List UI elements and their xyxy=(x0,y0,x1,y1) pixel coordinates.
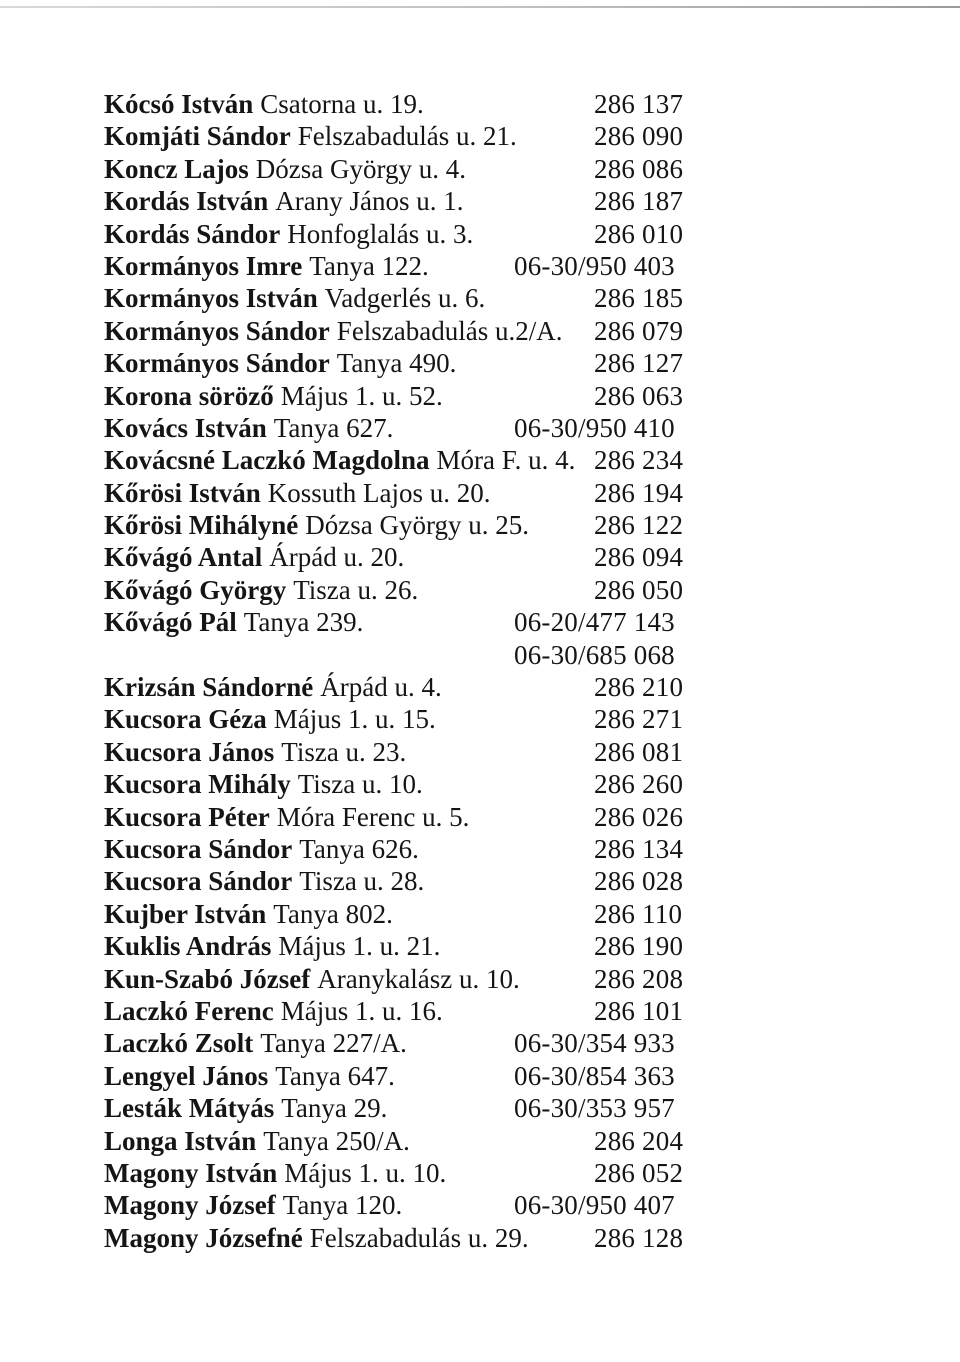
entry-phone: 286 086 xyxy=(594,153,684,184)
entry-address: Tisza u. 28. xyxy=(299,866,425,897)
entry-name: Kormányos Sándor xyxy=(104,348,330,379)
entry-address: Tisza u. 26. xyxy=(293,574,419,605)
directory-row xyxy=(104,347,724,379)
entry-phone: 286 134 xyxy=(594,833,684,864)
entry-text xyxy=(104,671,442,703)
entry-phone: 286 028 xyxy=(594,866,684,897)
directory-row xyxy=(104,412,724,444)
directory-row xyxy=(104,477,724,509)
directory-row xyxy=(104,1060,724,1092)
entry-text xyxy=(104,703,436,735)
entry-name: Kujber István xyxy=(104,898,267,929)
entry-phone: 286 190 xyxy=(594,931,684,962)
entry-text xyxy=(104,833,419,865)
entry-name: Lesták Mátyás xyxy=(104,1093,275,1124)
entry-address: Aranykalász u. 10. xyxy=(317,963,520,994)
entry-address: Vadgerlés u. 6. xyxy=(324,283,486,314)
entry-text xyxy=(104,930,440,962)
entry-address: Tanya 626. xyxy=(299,833,419,864)
directory-row xyxy=(104,801,724,833)
entry-text xyxy=(104,865,424,897)
entry-name: Kőrösi Mihályné xyxy=(104,510,299,541)
entry-name: Kővágó Antal xyxy=(104,542,263,573)
entry-address: Árpád u. 4. xyxy=(320,672,442,703)
directory-row xyxy=(104,930,724,962)
entry-address: Móra F. u. 4. xyxy=(436,445,576,476)
entry-phone: 06-30/950 407 xyxy=(514,1190,675,1221)
directory-row xyxy=(104,250,724,282)
entry-phone: 286 052 xyxy=(594,1157,684,1188)
entry-name: Korona söröző xyxy=(104,380,274,411)
directory-row xyxy=(104,1157,724,1189)
directory-row xyxy=(104,703,724,735)
entry-text xyxy=(104,315,563,347)
entry-text xyxy=(104,1092,387,1124)
entry-address: Felszabadulás u.2/A. xyxy=(336,315,563,346)
entry-name: Kucsora Géza xyxy=(104,704,267,735)
entry-text xyxy=(104,574,418,606)
phone-directory-list xyxy=(104,88,724,1254)
entry-name: Kovácsné Laczkó Magdolna xyxy=(104,445,430,476)
entry-phone: 286 127 xyxy=(594,348,684,379)
entry-text xyxy=(104,1027,407,1059)
directory-row xyxy=(104,995,724,1027)
entry-phone: 286 208 xyxy=(594,963,684,994)
entry-phone: 286 026 xyxy=(594,801,684,832)
entry-phone: 06-30/950 410 xyxy=(514,412,675,443)
entry-address: Dózsa György u. 25. xyxy=(305,510,529,541)
entry-text xyxy=(104,1189,402,1221)
entry-phone: 06-30/950 403 xyxy=(514,250,675,281)
entry-name: Lengyel János xyxy=(104,1060,269,1091)
entry-address: Tanya 122. xyxy=(309,250,429,281)
directory-row xyxy=(104,282,724,314)
directory-row xyxy=(104,639,724,671)
entry-phone: 286 185 xyxy=(594,283,684,314)
entry-phone: 286 101 xyxy=(594,995,684,1026)
entry-text xyxy=(104,1222,529,1254)
entry-address: Tanya 29. xyxy=(281,1093,388,1124)
entry-name: Kuklis András xyxy=(104,931,272,962)
entry-phone: 286 234 xyxy=(594,445,684,476)
directory-row xyxy=(104,898,724,930)
entry-name: Kormányos Imre xyxy=(104,250,303,281)
entry-name: Koncz Lajos xyxy=(104,153,249,184)
entry-text xyxy=(104,120,517,152)
entry-phone: 286 110 xyxy=(594,898,683,929)
entry-address: Május 1. u. 21. xyxy=(278,931,441,962)
entry-address: Kossuth Lajos u. 20. xyxy=(267,477,491,508)
entry-name: Magony József xyxy=(104,1190,276,1221)
entry-name: Laczkó Ferenc xyxy=(104,995,274,1026)
entry-name: Magony Józsefné xyxy=(104,1222,303,1253)
entry-text xyxy=(104,1125,410,1157)
entry-name: Krizsán Sándorné xyxy=(104,672,314,703)
entry-phone: 286 128 xyxy=(594,1222,684,1253)
directory-row xyxy=(104,185,724,217)
entry-text xyxy=(104,347,456,379)
entry-text xyxy=(104,250,429,282)
entry-name: Kordás Sándor xyxy=(104,218,281,249)
entry-phone: 286 137 xyxy=(594,89,684,119)
directory-row xyxy=(104,768,724,800)
directory-row xyxy=(104,865,724,897)
entry-phone: 286 081 xyxy=(594,736,684,767)
entry-phone: 286 194 xyxy=(594,477,684,508)
entry-address: Május 1. u. 15. xyxy=(273,704,436,735)
entry-phone: 06-30/353 957 xyxy=(514,1093,675,1124)
entry-name: Kucsora János xyxy=(104,736,275,767)
entry-text xyxy=(104,1157,446,1189)
directory-row xyxy=(104,606,724,638)
entry-text xyxy=(104,606,363,638)
entry-address: Felszabadulás u. 29. xyxy=(309,1222,529,1253)
entry-name: Kormányos Sándor xyxy=(104,315,330,346)
directory-row xyxy=(104,1092,724,1124)
entry-phone: 286 187 xyxy=(594,186,684,217)
entry-address: Május 1. u. 52. xyxy=(280,380,443,411)
entry-text xyxy=(104,736,406,768)
entry-address: Arany János u. 1. xyxy=(275,186,464,217)
entry-phone: 286 122 xyxy=(594,510,684,541)
entry-phone: 06-20/477 143 xyxy=(514,607,675,638)
entry-text xyxy=(104,380,443,412)
entry-name: Kőrösi István xyxy=(104,477,261,508)
entry-name: Kucsora Sándor xyxy=(104,866,293,897)
entry-text xyxy=(104,477,491,509)
entry-text xyxy=(104,898,393,930)
entry-name: Kucsora Péter xyxy=(104,801,270,832)
entry-address: Árpád u. 20. xyxy=(269,542,405,573)
directory-row xyxy=(104,963,724,995)
entry-phone: 286 204 xyxy=(594,1125,684,1156)
directory-row xyxy=(104,88,724,120)
page-top-rule xyxy=(0,6,960,8)
entry-text xyxy=(104,768,423,800)
entry-name: Kucsora Sándor xyxy=(104,833,293,864)
directory-row xyxy=(104,671,724,703)
entry-address: Honfoglalás u. 3. xyxy=(287,218,474,249)
entry-name: Longa István xyxy=(104,1125,257,1156)
directory-row xyxy=(104,1125,724,1157)
entry-name: Kordás István xyxy=(104,186,269,217)
directory-row xyxy=(104,1222,724,1254)
directory-row xyxy=(104,380,724,412)
entry-text xyxy=(104,444,575,476)
entry-address: Tisza u. 23. xyxy=(281,736,407,767)
entry-address: Tisza u. 10. xyxy=(297,769,423,800)
directory-row xyxy=(104,1027,724,1059)
directory-row xyxy=(104,509,724,541)
entry-address: Felszabadulás u. 21. xyxy=(297,121,517,152)
entry-address: Móra Ferenc u. 5. xyxy=(276,801,470,832)
directory-row xyxy=(104,444,724,476)
entry-phone: 286 260 xyxy=(594,769,684,800)
directory-row xyxy=(104,574,724,606)
entry-phone: 286 079 xyxy=(594,315,684,346)
directory-row xyxy=(104,315,724,347)
entry-address: Tanya 490. xyxy=(336,348,457,379)
entry-text xyxy=(104,541,404,573)
entry-address: Tanya 120. xyxy=(282,1190,403,1221)
directory-row xyxy=(104,218,724,250)
entry-name: Laczkó Zsolt xyxy=(104,1028,254,1059)
directory-row xyxy=(104,1189,724,1221)
entry-phone: 286 063 xyxy=(594,380,684,411)
entry-address: Tanya 239. xyxy=(243,607,364,638)
entry-text xyxy=(104,88,424,120)
directory-row xyxy=(104,833,724,865)
directory-row xyxy=(104,541,724,573)
entry-address: Tanya 802. xyxy=(273,898,393,929)
entry-address: Május 1. u. 16. xyxy=(280,995,443,1026)
entry-phone: 286 010 xyxy=(594,218,684,249)
entry-text xyxy=(104,282,485,314)
entry-address: Tanya 627. xyxy=(273,412,394,443)
entry-name: Kővágó Pál xyxy=(104,607,237,638)
entry-phone: 286 050 xyxy=(594,574,684,605)
entry-phone: 286 094 xyxy=(594,542,684,573)
entry-text xyxy=(104,153,466,185)
entry-text xyxy=(104,801,469,833)
entry-address: Dózsa György u. 4. xyxy=(255,153,466,184)
entry-text xyxy=(104,995,443,1027)
entry-text xyxy=(104,1060,395,1092)
entry-text xyxy=(104,639,111,671)
entry-address: Tanya 227/A. xyxy=(260,1028,407,1059)
entry-name: Kócsó István xyxy=(104,89,254,119)
directory-row xyxy=(104,736,724,768)
entry-phone: 286 090 xyxy=(594,121,684,152)
entry-phone: 06-30/854 363 xyxy=(514,1060,675,1091)
entry-text xyxy=(104,412,393,444)
entry-name: Kovács István xyxy=(104,412,267,443)
entry-phone: 06-30/685 068 xyxy=(514,639,675,670)
entry-phone: 06-30/354 933 xyxy=(514,1028,675,1059)
entry-name: Kormányos István xyxy=(104,283,318,314)
entry-text xyxy=(104,218,473,250)
entry-text xyxy=(104,185,464,217)
entry-text xyxy=(104,509,529,541)
entry-address: Csatorna u. 19. xyxy=(260,89,424,119)
entry-name: Kun-Szabó József xyxy=(104,963,311,994)
entry-name: Magony István xyxy=(104,1157,278,1188)
entry-phone: 286 210 xyxy=(594,672,684,703)
entry-address: Május 1. u. 10. xyxy=(284,1157,447,1188)
entry-name: Kucsora Mihály xyxy=(104,769,291,800)
directory-row xyxy=(104,153,724,185)
entry-address: Tanya 647. xyxy=(275,1060,395,1091)
entry-text xyxy=(104,963,520,995)
entry-name: Komjáti Sándor xyxy=(104,121,291,152)
entry-name: Kővágó György xyxy=(104,574,287,605)
entry-address: Tanya 250/A. xyxy=(263,1125,410,1156)
entry-phone: 286 271 xyxy=(594,704,684,735)
directory-row xyxy=(104,120,724,152)
